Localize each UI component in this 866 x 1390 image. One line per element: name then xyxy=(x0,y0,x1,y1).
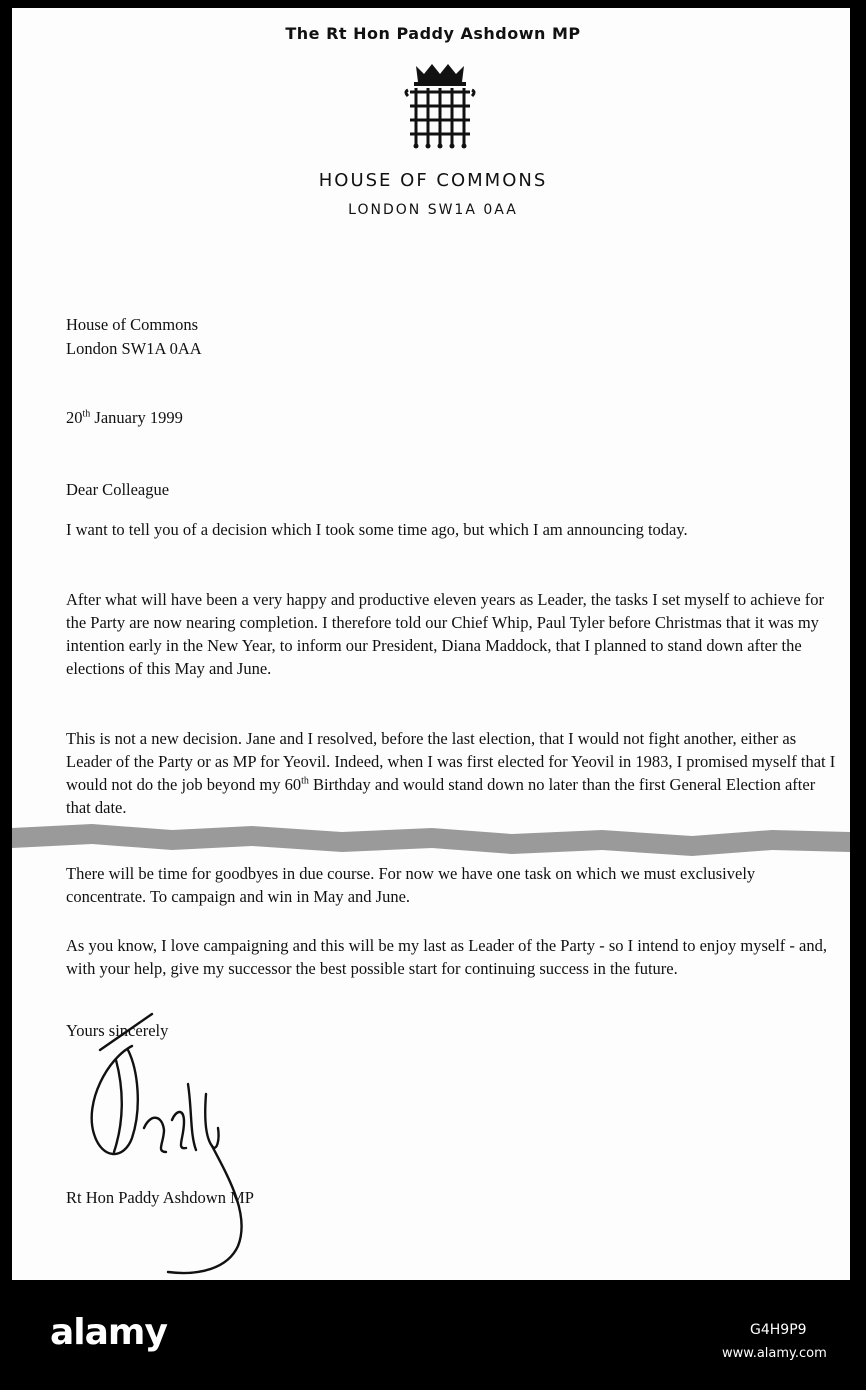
paragraph-4: There will be time for goodbyes in due course. For now we have one task on which we must exclusively concentrate. To campaign and win in May and June. xyxy=(66,864,756,906)
paragraph-5: As you know, I love campaigning and this will be my last as Leader of the Party - so I intend to enjoy myself - and, with your help, give my successor the best possible start for continuing success in the future. xyxy=(66,936,827,978)
paragraph-1: I want to tell you of a decision which I took some time ago, but which I am announcing today. xyxy=(66,520,688,539)
letterhead-name: The Rt Hon Paddy Ashdown MP xyxy=(285,24,581,43)
portcullis-icon xyxy=(400,62,480,152)
watermark-url: www.alamy.com xyxy=(722,1346,827,1361)
letterhead-institution: HOUSE OF COMMONS xyxy=(318,170,548,191)
salutation: Dear Colleague xyxy=(66,480,170,499)
closing: Yours sincerely xyxy=(66,1021,169,1040)
letter-date: 20th January 1999 xyxy=(66,408,183,427)
recipient-line-1: House of Commons xyxy=(66,315,198,334)
signatory-name: Rt Hon Paddy Ashdown MP xyxy=(66,1188,254,1207)
signature xyxy=(80,1010,280,1280)
letterhead-address: LONDON SW1A 0AA xyxy=(348,202,518,218)
paper-tear-strip xyxy=(12,816,850,866)
watermark-image-id: G4H9P9 xyxy=(750,1322,807,1338)
recipient-line-2: London SW1A 0AA xyxy=(66,339,202,358)
paragraph-3: This is not a new decision. Jane and I resolved, before the last election, that I would not fight another, either as Leader of the Party or as MP for Yeovil. Indeed, when I was first elected for Yeovil in 1983, I promised myself that I would not do the job beyond my 60th Birthday and would stand down no later than the first General Election after that date. xyxy=(66,729,836,817)
watermark-brand: alamy xyxy=(50,1312,167,1353)
paragraph-2: After what will have been a very happy and productive eleven years as Leader, the tasks I set myself to achieve for the Party are now nearing completion. I therefore told our Chief Whip, Paul Tyler before Christmas that it was my intention early in the New Year, to inform our President, Diana Maddock, that I planned to stand down after the elections of this May and June. xyxy=(66,590,825,678)
